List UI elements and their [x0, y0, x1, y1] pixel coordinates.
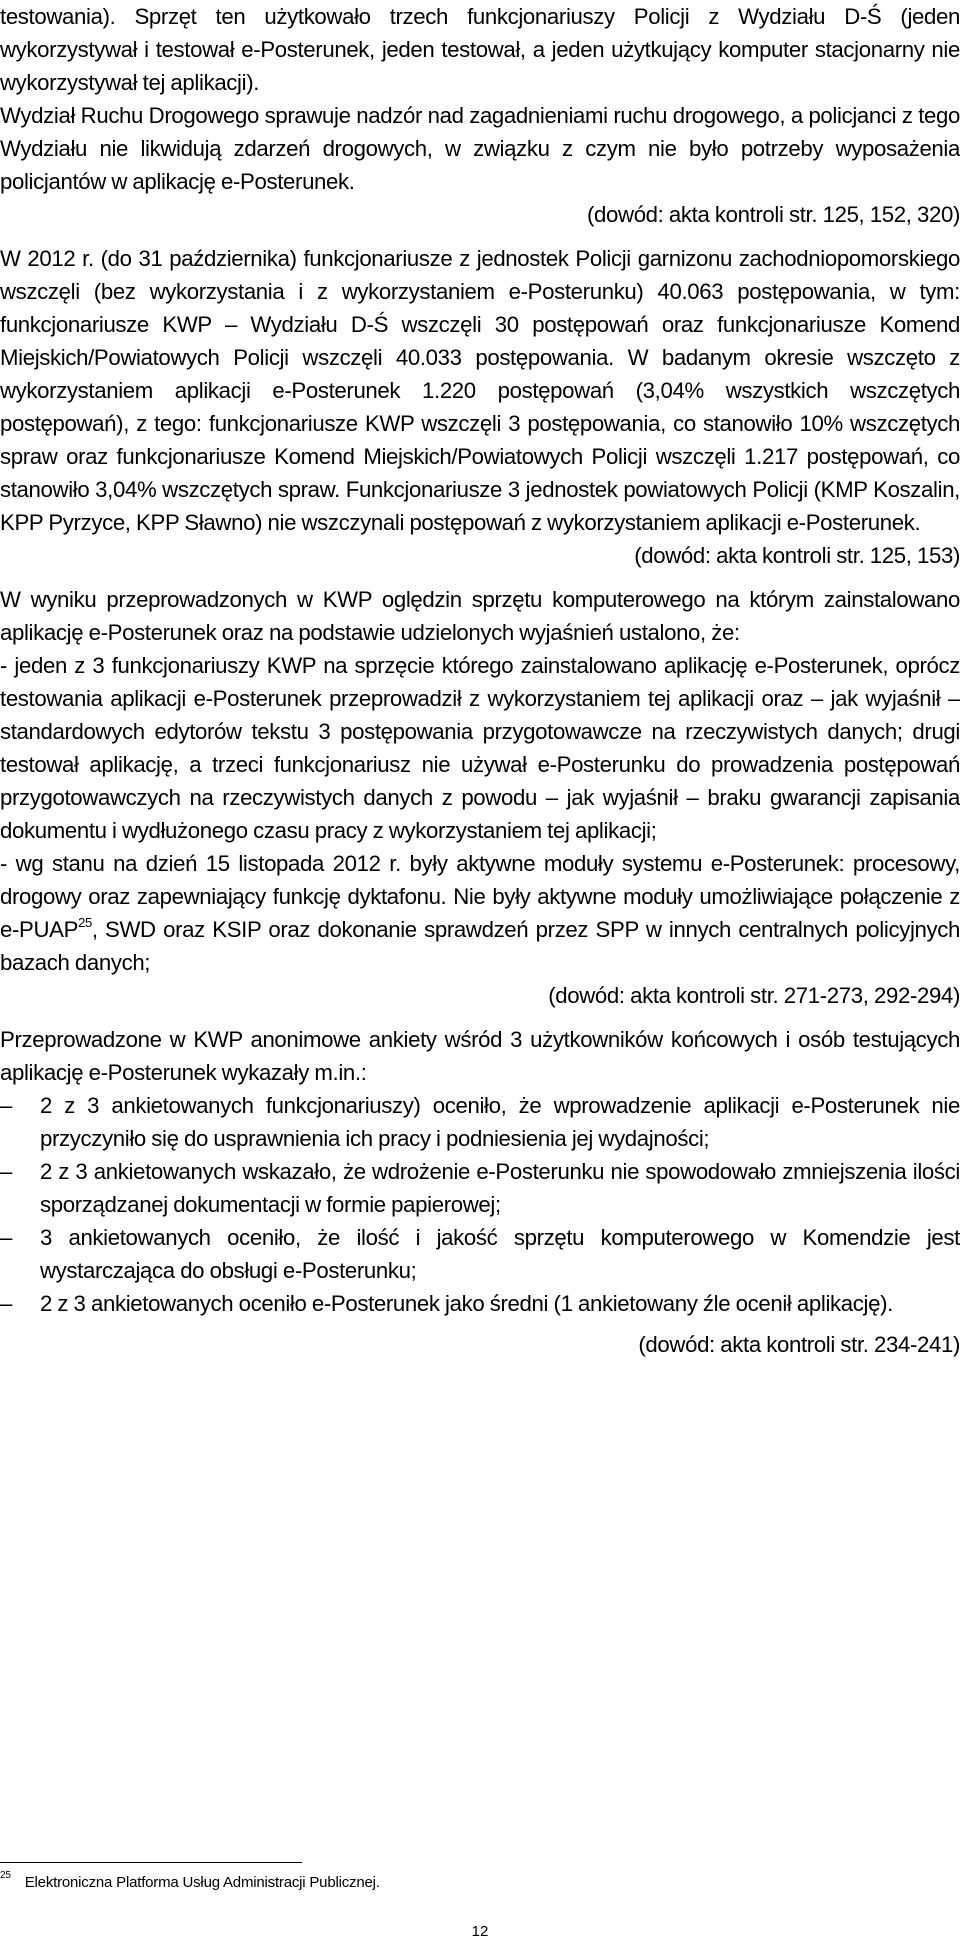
- spacer: [0, 1012, 960, 1023]
- page-number: 12: [471, 1923, 489, 1940]
- paragraph-5: - jeden z 3 funkcjonariuszy KWP na sprzęcie którego zainstalowano aplikację e-Posterunek, oprócz testowania aplikacji e-Posterunek przeprowadził z wykorzystaniem tej aplikacji oraz – jak wyjaśnił – standardowych edytorów tekstu 3 postępowania przygotowawcze na rzeczywistych danych; drugi testował aplikację, a trzeci funkcjonariusz nie używał e-Posterunku do prowadzenia postępowań przygotowawczych na rzeczywistych danych z powodu – jak wyjaśnił – braku gwarancji zapisania dokumentu i wydłużonego czasu pracy z wykorzystaniem tej aplikacji;: [0, 653, 960, 843]
- paragraph-4: W wyniku przeprowadzonych w KWP oględzin sprzętu komputerowego na którym zainstalowano aplikację e-Posterunek oraz na podstawie udzielonych wyjaśnień ustalono, że:: [0, 587, 960, 645]
- footnote: [0, 1870, 380, 1892]
- list-item: [0, 1089, 960, 1155]
- paragraph-3: W 2012 r. (do 31 października) funkcjonariusze z jednostek Policji garnizonu zachodniopomorskiego wszczęli (bez wykorzystania i z wykorzystaniem e-Posterunku) 40.063 postępowania, w tym: funkcjonariusze KWP – Wydziału D-Ś wszczęli 30 postępowań oraz funkcjonariusze Komend Miejskich/Powiatowych Policji wszczęli 40.033 postępowania. W badanym okresie wszczęto z wykorzystaniem aplikacji e-Posterunek 1.220 postępowań (3,04% wszystkich wszczętych postępowań), z tego: funkcjonariusze KWP wszczęli 3 postępowania, co stanowiło 10% wszczętych spraw oraz funkcjonariusze Komend Miejskich/Powiatowych Policji wszczęli 1.217 postępowań, co stanowiło 3,04% wszczętych spraw. Funkcjonariusze 3 jednostek powiatowych Policji (KMP Koszalin, KPP Pyrzyce, KPP Sławno) nie wszczynali postępowań z wykorzystaniem aplikacji e-Posterunek.: [0, 246, 960, 535]
- survey-results-list: [0, 1089, 960, 1320]
- footnote-separator: [0, 1862, 302, 1863]
- footnote-reference: 25: [78, 914, 92, 930]
- paragraph-7: Przeprowadzone w KWP anonimowe ankiety wśród 3 użytkowników końcowych i osób testujących aplikację e-Posterunek wykazały m.in.:: [0, 1027, 960, 1085]
- evidence-reference-2: (dowód: akta kontroli str. 125, 153): [634, 543, 960, 568]
- dash-bullet: –: [0, 1159, 12, 1184]
- evidence-reference-1: (dowód: akta kontroli str. 125, 152, 320): [587, 202, 960, 227]
- evidence-reference-3: (dowód: akta kontroli str. 271-273, 292-294): [548, 983, 960, 1008]
- list-item: [0, 1155, 960, 1221]
- list-item-text: 3 ankietowanych oceniło, że ilość i jakość sprzętu komputerowego w Komendzie jest wystarczająca do obsługi e-Posterunku;: [40, 1225, 960, 1283]
- list-item-text: 2 z 3 ankietowanych funkcjonariuszy) oceniło, że wprowadzenie aplikacji e-Posterunek nie przyczyniło się do usprawnienia ich pracy i podniesienia jej wydajności;: [40, 1093, 960, 1151]
- paragraph-1: testowania). Sprzęt ten użytkowało trzech funkcjonariuszy Policji z Wydziału D-Ś (jeden wykorzystywał i testował e-Posterunek, jeden testował, a jeden użytkujący komputer stacjonarny nie wykorzystywał tej aplikacji).: [0, 4, 960, 95]
- dash-bullet: –: [0, 1225, 12, 1250]
- paragraph-6-text-b: , SWD oraz KSIP oraz dokonanie sprawdzeń przez SPP w innych centralnych policyjnych bazach danych;: [0, 917, 960, 975]
- paragraph-6: [0, 847, 960, 979]
- dash-bullet: –: [0, 1291, 12, 1316]
- spacer: [0, 572, 960, 583]
- dash-bullet: –: [0, 1093, 12, 1118]
- footnote-number: 25: [0, 1870, 11, 1881]
- paragraph-6-text-a: - wg stanu na dzień 15 listopada 2012 r. były aktywne moduły systemu e-Posterunek: procesowy, drogowy oraz zapewniający funkcję dyktafonu. Nie były aktywne moduły umożliwiające połączenie z e-PUAP: [0, 851, 960, 942]
- list-item-text: 2 z 3 ankietowanych wskazało, że wdrożenie e-Posterunku nie spowodowało zmniejszenia ilości sporządzanej dokumentacji w formie papierowej;: [40, 1159, 960, 1217]
- spacer: [0, 1320, 960, 1328]
- evidence-reference-4: (dowód: akta kontroli str. 234-241): [638, 1332, 960, 1357]
- spacer: [0, 231, 960, 242]
- footnote-text: Elektroniczna Platforma Usług Administracji Publicznej.: [24, 1874, 380, 1891]
- list-item: [0, 1221, 960, 1287]
- paragraph-2: Wydział Ruchu Drogowego sprawuje nadzór nad zagadnieniami ruchu drogowego, a policjanci z tego Wydziału nie likwidują zdarzeń drogowych, w związku z czym nie było potrzeby wyposażenia policjantów w aplikację e-Posterunek.: [0, 103, 960, 194]
- list-item: [0, 1287, 960, 1320]
- list-item-text: 2 z 3 ankietowanych oceniło e-Posterunek jako średni (1 ankietowany źle ocenił aplikację).: [40, 1291, 893, 1316]
